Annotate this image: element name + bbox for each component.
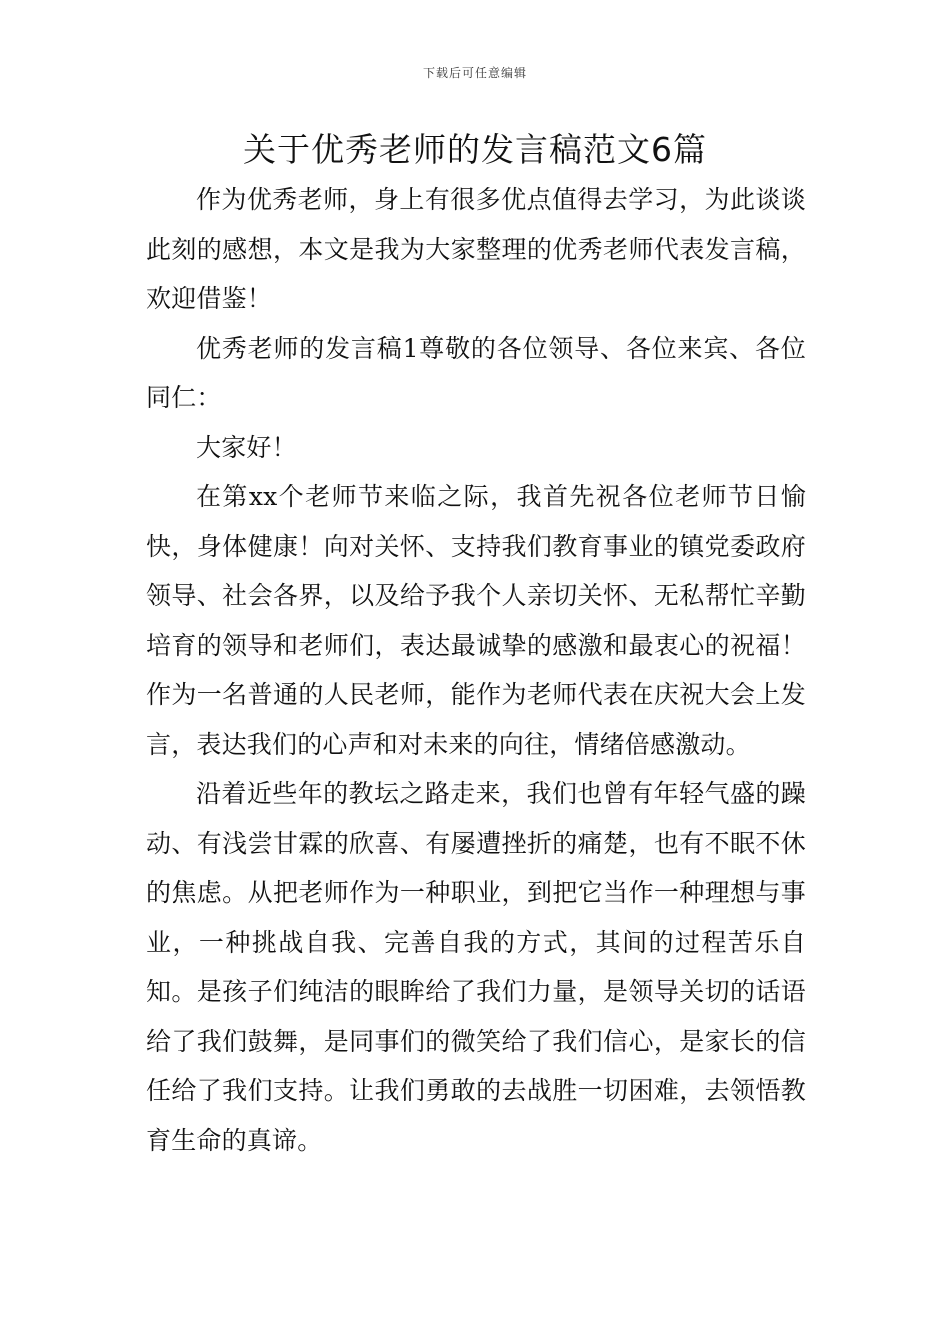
paragraph-body-1: 在第xx个老师节来临之际，我首先祝各位老师节日愉快，身体健康！向对关怀、支持我们教育事业的镇党委政府领导、社会各界，以及给予我个人亲切关怀、无私帮忙辛勤培育的领导和老师们，表达最诚挚的感激和最衷心的祝福！作为一名普通的人民老师，能作为老师代表在庆祝大会上发言，表达我们的心声和对未来的向往，情绪倍感激动。 — [146, 482, 806, 759]
document-body — [146, 175, 806, 1165]
paragraph-greeting: 大家好！ — [196, 432, 297, 462]
paragraph-salutation: 优秀老师的发言稿1尊敬的各位领导、各位来宾、各位同仁： — [146, 333, 806, 412]
page-header-note: 下载后可任意编辑 — [422, 66, 527, 80]
document-title: 关于优秀老师的发言稿范文6篇 — [243, 130, 707, 169]
paragraph-intro: 作为优秀老师，身上有很多优点值得去学习，为此谈谈此刻的感想，本文是我为大家整理的优秀老师代表发言稿，欢迎借鉴！ — [146, 185, 806, 313]
paragraph-body-2: 沿着近些年的教坛之路走来，我们也曾有年轻气盛的躁动、有浅尝甘霖的欣喜、有屡遭挫折的痛楚，也有不眠不休的焦虑。从把老师作为一种职业，到把它当作一种理想与事业，一种挑战自我、完善自我的方式，其间的过程苦乐自知。是孩子们纯洁的眼眸给了我们力量，是领导关切的话语给了我们鼓舞，是同事们的微笑给了我们信心，是家长的信任给了我们支持。让我们勇敢的去战胜一切困难，去领悟教育生命的真谛。 — [146, 779, 806, 1155]
